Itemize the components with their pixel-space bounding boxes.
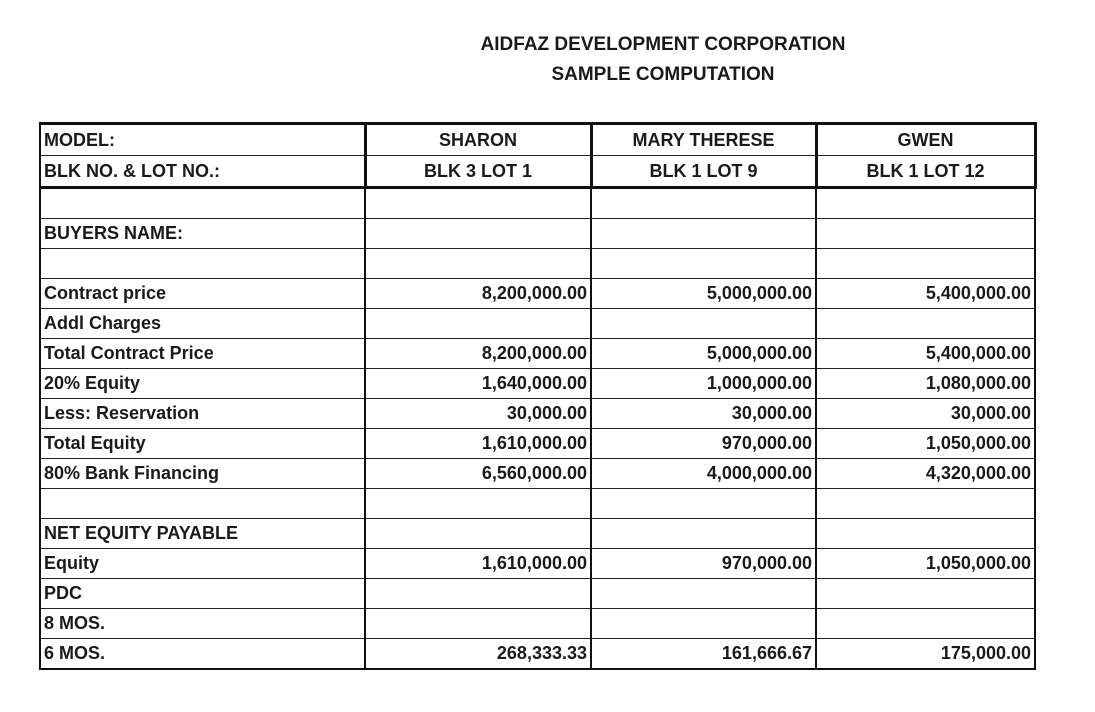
row-label: Contract price: [40, 279, 365, 309]
amount-cell: 1,610,000.00: [365, 549, 591, 579]
amount-cell: [816, 519, 1035, 549]
amount-cell: 1,610,000.00: [365, 429, 591, 459]
amount-cell: 1,050,000.00: [816, 549, 1035, 579]
amount-cell: [591, 579, 816, 609]
amount-cell: 970,000.00: [591, 429, 816, 459]
amount-cell: [591, 249, 816, 279]
amount-cell: 8,200,000.00: [365, 339, 591, 369]
amount-cell: 1,050,000.00: [816, 429, 1035, 459]
amount-cell: 175,000.00: [816, 639, 1035, 670]
amount-cell: 30,000.00: [591, 399, 816, 429]
amount-cell: 1,640,000.00: [365, 369, 591, 399]
amount-cell: [591, 219, 816, 249]
amount-cell: [591, 609, 816, 639]
amount-cell: [816, 489, 1035, 519]
row-label: [40, 188, 365, 219]
row-label: Total Contract Price: [40, 339, 365, 369]
table-row: [40, 489, 1035, 519]
amount-cell: 5,000,000.00: [591, 339, 816, 369]
amount-cell: 6,560,000.00: [365, 459, 591, 489]
header-row-blk-lot: [40, 156, 1035, 188]
column-blk-lot-sharon: BLK 3 LOT 1: [365, 156, 591, 188]
blk-lot-label: BLK NO. & LOT NO.:: [40, 156, 365, 188]
table-row: [40, 399, 1035, 429]
amount-cell: 8,200,000.00: [365, 279, 591, 309]
amount-cell: 30,000.00: [816, 399, 1035, 429]
table-row: [40, 369, 1035, 399]
row-label: 8 MOS.: [40, 609, 365, 639]
row-label: [40, 249, 365, 279]
amount-cell: 1,000,000.00: [591, 369, 816, 399]
column-model-gwen: GWEN: [816, 124, 1035, 156]
document-subtitle: SAMPLE COMPUTATION: [551, 64, 775, 85]
amount-cell: 4,000,000.00: [591, 459, 816, 489]
table-row: [40, 549, 1035, 579]
amount-cell: [365, 309, 591, 339]
table-row: [40, 249, 1035, 279]
table-row: [40, 188, 1035, 219]
amount-cell: 5,400,000.00: [816, 279, 1035, 309]
column-blk-lot-gwen: BLK 1 LOT 12: [816, 156, 1035, 188]
amount-cell: [591, 489, 816, 519]
amount-cell: 4,320,000.00: [816, 459, 1035, 489]
row-label: 80% Bank Financing: [40, 459, 365, 489]
amount-cell: [365, 609, 591, 639]
amount-cell: 1,080,000.00: [816, 369, 1035, 399]
table-row: [40, 339, 1035, 369]
row-label: Equity: [40, 549, 365, 579]
row-label: [40, 489, 365, 519]
amount-cell: 268,333.33: [365, 639, 591, 670]
table-row: [40, 639, 1035, 670]
amount-cell: [365, 188, 591, 219]
amount-cell: [816, 249, 1035, 279]
row-label: NET EQUITY PAYABLE: [40, 519, 365, 549]
table-row: [40, 429, 1035, 459]
row-label: 6 MOS.: [40, 639, 365, 670]
header-row-model: [40, 124, 1035, 156]
amount-cell: [591, 188, 816, 219]
amount-cell: [365, 219, 591, 249]
amount-cell: 30,000.00: [365, 399, 591, 429]
amount-cell: 161,666.67: [591, 639, 816, 670]
amount-cell: 5,400,000.00: [816, 339, 1035, 369]
amount-cell: 970,000.00: [591, 549, 816, 579]
row-label: PDC: [40, 579, 365, 609]
table-row: [40, 519, 1035, 549]
column-model-mary-therese: MARY THERESE: [591, 124, 816, 156]
amount-cell: [365, 249, 591, 279]
column-model-sharon: SHARON: [365, 124, 591, 156]
amount-cell: [591, 309, 816, 339]
company-title: AIDFAZ DEVELOPMENT CORPORATION: [480, 34, 846, 55]
table-row: [40, 219, 1035, 249]
row-label: Less: Reservation: [40, 399, 365, 429]
model-label: MODEL:: [40, 124, 365, 156]
amount-cell: [816, 579, 1035, 609]
amount-cell: [816, 609, 1035, 639]
table-row: [40, 309, 1035, 339]
table-row: [40, 279, 1035, 309]
row-label: Addl Charges: [40, 309, 365, 339]
amount-cell: [816, 219, 1035, 249]
amount-cell: [591, 519, 816, 549]
amount-cell: [365, 489, 591, 519]
computation-table: [39, 122, 1037, 670]
amount-cell: 5,000,000.00: [591, 279, 816, 309]
table-row: [40, 609, 1035, 639]
amount-cell: [816, 188, 1035, 219]
table-row: [40, 579, 1035, 609]
row-label: BUYERS NAME:: [40, 219, 365, 249]
column-blk-lot-mary-therese: BLK 1 LOT 9: [591, 156, 816, 188]
amount-cell: [365, 579, 591, 609]
row-label: Total Equity: [40, 429, 365, 459]
amount-cell: [816, 309, 1035, 339]
table-row: [40, 459, 1035, 489]
row-label: 20% Equity: [40, 369, 365, 399]
amount-cell: [365, 519, 591, 549]
